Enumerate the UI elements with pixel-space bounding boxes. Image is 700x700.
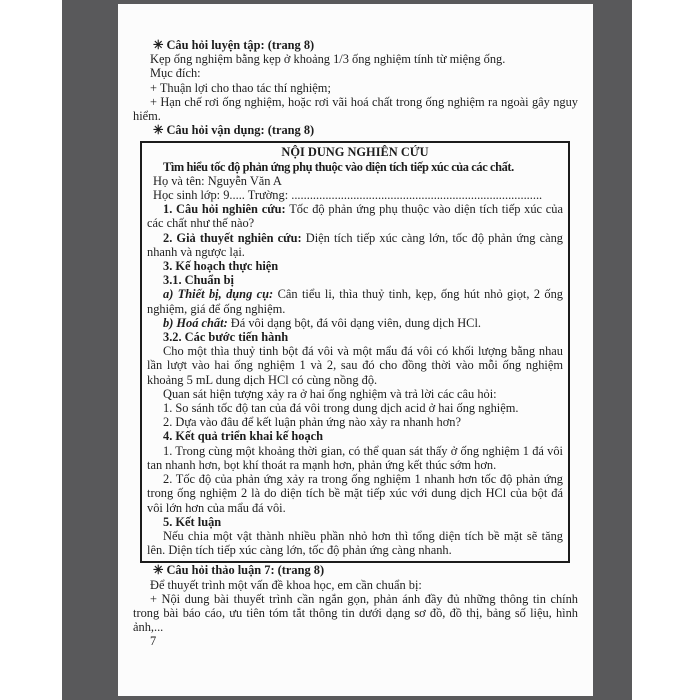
chemical-text: Đá vôi dạng bột, đá vôi dạng viên, dung dịch HCl. (227, 315, 481, 330)
research-box-title: NỘI DUNG NGHIÊN CỨU (281, 145, 429, 160)
research-question-label: 1. Câu hỏi nghiên cứu: (163, 202, 286, 217)
steps-heading: 3.2. Các bước tiến hành (163, 330, 289, 345)
equipment-text: Cân tiểu li, thìa thuỷ tinh, kẹp, ống hút nhỏ giọt, 2 ống nghiệm, giá để ống nghiệm. (147, 287, 564, 316)
photo-background (62, 0, 632, 700)
hypothesis-paragraph (147, 231, 563, 259)
hypothesis-text: Diện tích tiếp xúc càng lớn, tốc độ phản ứng càng nhanh và ngược lại. (147, 230, 564, 259)
steps-paragraph: Cho một thìa thuỷ tinh bột đá vôi và một mẩu đá vôi có khối lượng bằng nhau lần lượt vào hai ống nghiệm 1 và 2, sau đó cho đồng thời vào mỗi ống nghiệm khoảng 5 mL dung dịch HCl có cùng nồng độ. (147, 344, 563, 387)
prepare-heading: 3.1. Chuẩn bị (163, 273, 234, 288)
practice-answer-paragraph: Kẹp ống nghiệm bằng kẹp ở khoảng 1/3 ống nghiệm tính từ miệng ống. (150, 52, 506, 67)
plan-heading: 3. Kế hoạch thực hiện (163, 259, 279, 274)
application-question-heading: ✳ Câu hỏi vận dụng: (trang 8) (153, 123, 315, 138)
equipment-paragraph (147, 287, 563, 315)
chemical-label: b) Hoá chất: (163, 315, 228, 330)
purpose-item: + Hạn chế rơi ống nghiệm, hoặc rơi vãi hoá chất trong ống nghiệm ra ngoài gây nguy hiểm. (133, 94, 578, 124)
document-page (118, 4, 593, 696)
result-paragraph: 1. Trong cùng một khoảng thời gian, có thể quan sát thấy ở ống nghiệm 1 đá vôi tan nhanh hơn, bọt khí thoát ra mạnh hơn, phản ứng kết thúc sớm hơn. (147, 443, 563, 472)
practice-question-section (133, 38, 578, 137)
page-content (118, 4, 593, 649)
observe-question: 2. Dựa vào đâu để kết luận phản ứng nào xảy ra nhanh hơn? (163, 415, 461, 430)
student-name-line: Họ và tên: Nguyễn Văn A (153, 173, 282, 188)
discussion-question-section (133, 563, 578, 634)
research-question-paragraph (147, 202, 563, 230)
class-school-line: Học sinh lớp: 9..... Trường: ................................................................................. (153, 188, 543, 203)
research-box-subtitle: Tìm hiểu tốc độ phản ứng phụ thuộc vào diện tích tiếp xúc của các chất. (163, 159, 514, 174)
result-paragraph: 2. Tốc độ của phản ứng xảy ra trong ống nghiệm 1 nhanh hơn tốc độ phản ứng trong ống nghiệm 2 là do diện tích bề mặt tiếp xúc với dung dịch HCl của bột đá vôi lớn hơn của mẩu đá vôi. (147, 472, 563, 515)
conclusion-paragraph: Nếu chia một vật thành nhiều phần nhỏ hơn thì tổng diện tích bề mặt sẽ tăng lên. Diện tích tiếp xúc càng lớn, tốc độ phản ứng càng nhanh. (147, 528, 563, 558)
discussion-question-heading: ✳ Câu hỏi thảo luận 7: (trang 8) (153, 563, 325, 578)
purpose-item: + Thuận lợi cho thao tác thí nghiệm; (150, 80, 331, 95)
conclusion-heading: 5. Kết luận (163, 514, 222, 529)
purpose-label: Mục đích: (150, 66, 201, 81)
hypothesis-label: 2. Giả thuyết nghiên cứu: (163, 230, 302, 245)
discussion-intro-paragraph: Để thuyết trình một vấn đề khoa học, em cần chuẩn bị: (150, 577, 422, 592)
research-question-text: Tốc độ phản ứng phụ thuộc vào diện tích tiếp xúc của các chất như thế nào? (147, 202, 563, 231)
practice-question-heading: ✳ Câu hỏi luyện tập: (trang 8) (153, 38, 315, 52)
equipment-label: a) Thiết bị, dụng cụ: (163, 287, 274, 302)
results-heading: 4. Kết quả triển khai kế hoạch (163, 429, 324, 444)
chemical-paragraph (147, 316, 563, 330)
observe-paragraph: Quan sát hiện tượng xảy ra ở hai ống nghiệm và trả lời các câu hỏi: (163, 386, 497, 401)
research-content-box (140, 141, 570, 563)
discussion-item-paragraph: + Nội dung bài thuyết trình cần ngắn gọn, phản ánh đầy đủ những thông tin chính trong bài báo cáo, ưu tiên tóm tắt thông tin dưới dạng sơ đồ, đồ thị, bảng số liệu, hình ảnh,... (133, 591, 578, 635)
observe-question: 1. So sánh tốc độ tan của đá vôi trong dung dịch acid ở hai ống nghiệm. (163, 401, 519, 416)
page-number: 7 (150, 634, 157, 649)
